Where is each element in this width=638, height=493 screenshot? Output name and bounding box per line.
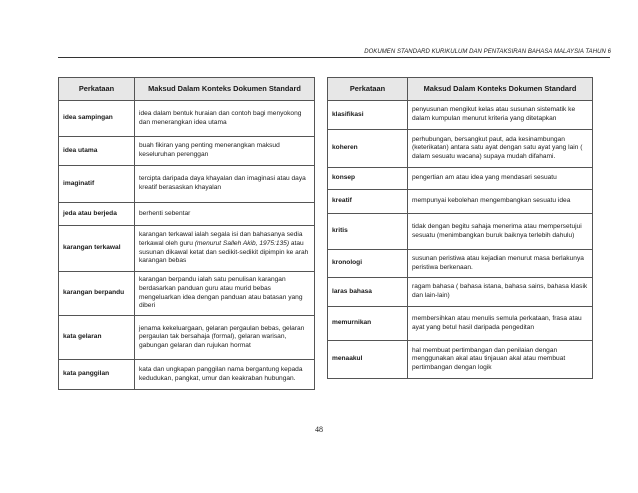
term-cell: laras bahasa <box>328 278 408 307</box>
table-row <box>328 250 593 278</box>
table-row <box>59 316 315 360</box>
term-cell: kata panggilan <box>59 360 135 390</box>
table-header-row <box>328 78 593 101</box>
term-cell: idea sampingan <box>59 101 135 137</box>
table-header-row <box>59 78 315 101</box>
term-cell: idea utama <box>59 137 135 166</box>
page-number: 48 <box>315 425 323 434</box>
definition-cell: karangan berpandu ialah satu penulisan karangan berdasarkan panduan guru atau murid bebas mengeluarkan idea dengan panduan atau batasan yang diberi <box>135 272 315 316</box>
definition-cell: tercipta daripada daya khayalan dan imaginasi atau daya kreatif berasaskan khayalan <box>135 166 315 203</box>
table-row <box>59 360 315 390</box>
table-row <box>328 101 593 130</box>
definition-cell: buah fikiran yang penting menerangkan maksud keseluruhan perenggan <box>135 137 315 166</box>
term-cell: konsep <box>328 168 408 190</box>
term-cell: menaakul <box>328 341 408 379</box>
term-cell: kronologi <box>328 250 408 278</box>
definition-cell: idea dalam bentuk huraian dan contoh bagi menyokong dan menerangkan idea utama <box>135 101 315 137</box>
term-cell: koheren <box>328 130 408 168</box>
definition-cell: membersihkan atau menulis semula perkataan, frasa atau ayat yang betul hasil daripada pengeditan <box>408 307 593 341</box>
table-row <box>328 214 593 250</box>
definition-cell: mempunyai kebolehan mengembangkan sesuatu idea <box>408 190 593 214</box>
table-row <box>328 307 593 341</box>
term-cell: memurnikan <box>328 307 408 341</box>
definition-cell: berhenti sebentar <box>135 203 315 226</box>
definition-cell: jenama kekeluargaan, gelaran pergaulan bebas, gelaran pergaulan tak bersahaja (formal), gelaran warisan, gabungan gelaran dan rujukan hormat <box>135 316 315 360</box>
table-row <box>59 137 315 166</box>
table-row <box>59 226 315 272</box>
column-header-meaning: Maksud Dalam Konteks Dokumen Standard <box>408 78 593 101</box>
definition-cell: tidak dengan begitu sahaja menerima atau mempersetujui sesuatu (menimbangkan buruk baiknya terlebih dahulu) <box>408 214 593 250</box>
table-row <box>59 203 315 226</box>
definition-cell: susunan peristiwa atau kejadian menurut masa berlakunya peristiwa berkenaan. <box>408 250 593 278</box>
glossary-table-left <box>58 77 315 390</box>
column-header-meaning: Maksud Dalam Konteks Dokumen Standard <box>135 78 315 101</box>
table-row <box>328 341 593 379</box>
definition-cell: perhubungan, bersangkut paut, ada kesinambungan (keterikatan) antara satu ayat dengan satu ayat yang lain ( dalam sesuatu wacana) supaya mudah difahami. <box>408 130 593 168</box>
definition-cell: hal membuat pertimbangan dan penilaian dengan menggunakan akal atau tinjauan akal atau membuat pertimbangan dengan logik <box>408 341 593 379</box>
definition-cell <box>135 226 315 272</box>
citation-text: (menurut Salleh Akib, 1975:135) <box>194 239 290 247</box>
term-cell: karangan terkawal <box>59 226 135 272</box>
term-cell: imaginatif <box>59 166 135 203</box>
table-row <box>59 166 315 203</box>
term-cell: klasifikasi <box>328 101 408 130</box>
table-row <box>328 278 593 307</box>
term-cell: kata gelaran <box>59 316 135 360</box>
glossary-table-right <box>327 77 593 379</box>
definition-cell: kata dan ungkapan panggilan nama bergantung kepada kedudukan, pangkat, umur dan keakraban hubungan. <box>135 360 315 390</box>
table-row <box>328 190 593 214</box>
column-header-term: Perkataan <box>328 78 408 101</box>
definition-cell: pengertian am atau idea yang mendasari sesuatu <box>408 168 593 190</box>
definition-cell: ragam bahasa ( bahasa istana, bahasa sains, bahasa klasik dan lain-lain) <box>408 278 593 307</box>
term-cell: kritis <box>328 214 408 250</box>
definition-text: atau susunan dikawal ketat dan sedikit-sedikit dipimpin ke arah karangan bebas <box>139 239 309 265</box>
table-row <box>328 130 593 168</box>
table-row <box>328 168 593 190</box>
definition-cell: penyusunan mengikut kelas atau susunan sistematik ke dalam kumpulan menurut kriteria yang ditetapkan <box>408 101 593 130</box>
definition-text: karangan terkawal ialah segala isi dan bahasanya sedia terkawal oleh guru <box>139 231 303 247</box>
column-header-term: Perkataan <box>59 78 135 101</box>
table-row <box>59 101 315 137</box>
term-cell: jeda atau berjeda <box>59 203 135 226</box>
term-cell: karangan berpandu <box>59 272 135 316</box>
table-row <box>59 272 315 316</box>
document-header: DOKUMEN STANDARD KURIKULUM DAN PENTAKSIRAN BAHASA MALAYSIA TAHUN 6 <box>364 49 611 55</box>
header-rule <box>58 57 610 58</box>
term-cell: kreatif <box>328 190 408 214</box>
